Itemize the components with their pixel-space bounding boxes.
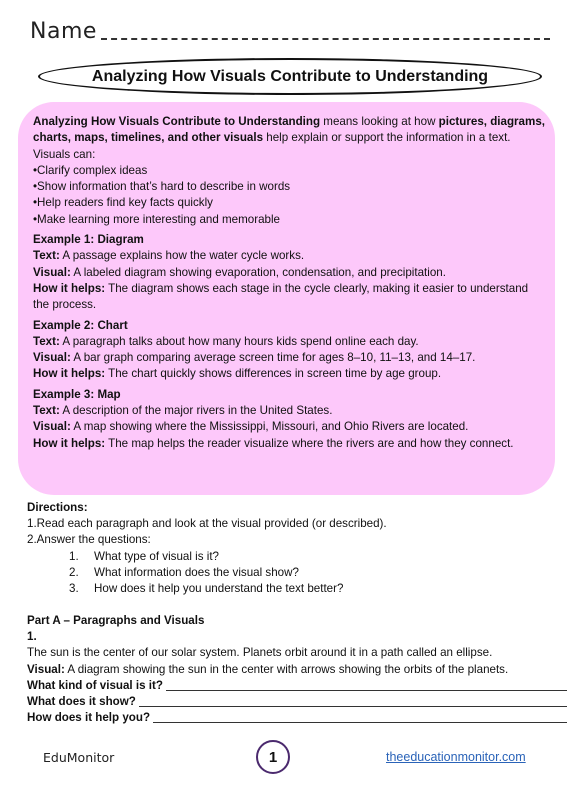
question-number: 3. [69, 582, 79, 596]
example-2-helps [33, 366, 545, 382]
part-a-visual [27, 662, 567, 678]
part-a-section [27, 613, 567, 726]
helps-value: The diagram shows each stage in the cycle clearly, making it easier to understand the process. [33, 281, 529, 312]
question-text: What type of visual is it? [94, 549, 220, 563]
text-value: A description of the major rivers in the United States. [59, 404, 333, 418]
visual-value: A diagram showing the sun in the center with arrows showing the orbits of the planets. [64, 662, 509, 676]
directions-question [27, 581, 567, 597]
footer-url-link[interactable]: theeducationmonitor.com [386, 750, 526, 764]
name-row [30, 14, 550, 44]
example-1-text [33, 248, 545, 264]
helps-label: How it helps: [33, 281, 106, 295]
example-2-visual [33, 350, 545, 366]
visual-label: Visual: [27, 662, 65, 676]
bullet-item: •Clarify complex ideas [33, 163, 148, 177]
question-show-label: What does it show? [27, 695, 136, 709]
part-a-heading: Part A – Paragraphs and Visuals [27, 614, 205, 627]
visual-label: Visual: [33, 265, 71, 279]
intro-text2: help explain or support the information in a text. [263, 131, 511, 145]
intro-visuals-list: pictures, diagrams, charts, maps, timelines, and other visuals [33, 115, 545, 145]
answer-row-show [27, 694, 567, 710]
helps-label: How it helps: [33, 436, 106, 450]
question-kind-label: What kind of visual is it? [27, 678, 163, 692]
intro-term: Analyzing How Visuals Contribute to Understanding [33, 115, 321, 128]
page-number: 1 [256, 740, 290, 774]
intro-paragraph [33, 114, 545, 147]
part-a-item-number: 1. [27, 630, 37, 644]
part-a-paragraph: The sun is the center of our solar system. Planets orbit around it in a path called an ellipse. [27, 646, 493, 660]
name-blank-line[interactable] [101, 38, 550, 40]
visual-label: Visual: [33, 420, 71, 434]
title-oval [38, 58, 542, 95]
example-3-heading: Example 3: Map [33, 387, 121, 401]
helps-label: How it helps: [33, 367, 106, 381]
example-1-visual [33, 265, 545, 281]
helps-value: The map helps the reader visualize where the rivers are and how they connect. [105, 436, 514, 450]
example-1-heading: Example 1: Diagram [33, 233, 144, 247]
visuals-can-label: Visuals can: [33, 147, 96, 161]
text-label: Text: [33, 404, 60, 418]
example-1-helps [33, 281, 545, 314]
footer-brand: EduMonitor [43, 750, 115, 765]
visual-value: A labeled diagram showing evaporation, condensation, and precipitation. [70, 265, 446, 279]
visual-label: Visual: [33, 351, 71, 365]
bullet-item: •Make learning more interesting and memorable [33, 212, 281, 226]
question-text: How does it help you understand the text better? [94, 582, 344, 596]
question-help-label: How does it help you? [27, 711, 151, 725]
footer [0, 738, 581, 778]
example-3-helps [33, 436, 545, 452]
question-number: 2. [69, 565, 79, 579]
answer-row-kind [27, 678, 567, 694]
intro-text1: means looking at how [320, 115, 439, 128]
bullet-item: •Show information that’s hard to describe in words [33, 180, 291, 194]
directions-step-1: 1.Read each paragraph and look at the visual provided (or described). [27, 517, 387, 531]
answer-line-show[interactable] [139, 706, 567, 707]
question-number: 1. [69, 549, 79, 563]
page-title: Analyzing How Visuals Contribute to Understanding [91, 67, 489, 85]
example-2-text [33, 334, 545, 350]
example-3-text [33, 403, 545, 419]
example-2-heading: Example 2: Chart [33, 318, 128, 332]
name-label: Name [30, 19, 97, 44]
visual-value: A map showing where the Mississippi, Missouri, and Ohio Rivers are located. [70, 420, 469, 434]
visual-value: A bar graph comparing average screen time for ages 8–10, 11–13, and 14–17. [70, 351, 476, 365]
text-value: A passage explains how the water cycle works. [59, 249, 305, 263]
text-label: Text: [33, 249, 60, 263]
question-text: What information does the visual show? [94, 565, 299, 579]
answer-line-kind[interactable] [166, 690, 567, 691]
answer-row-help [27, 710, 567, 726]
text-value: A paragraph talks about how many hours kids spend online each day. [59, 334, 419, 348]
text-label: Text: [33, 334, 60, 348]
example-3-visual [33, 419, 545, 435]
directions-question [27, 565, 567, 581]
helps-value: The chart quickly shows differences in screen time by age group. [105, 367, 442, 381]
directions-step-2: 2.Answer the questions: [27, 533, 151, 547]
directions-heading: Directions: [27, 501, 88, 514]
directions-section [27, 500, 567, 597]
bullet-item: •Help readers find key facts quickly [33, 196, 213, 210]
answer-line-help[interactable] [153, 722, 567, 723]
directions-question [27, 549, 567, 565]
info-box [18, 102, 555, 495]
